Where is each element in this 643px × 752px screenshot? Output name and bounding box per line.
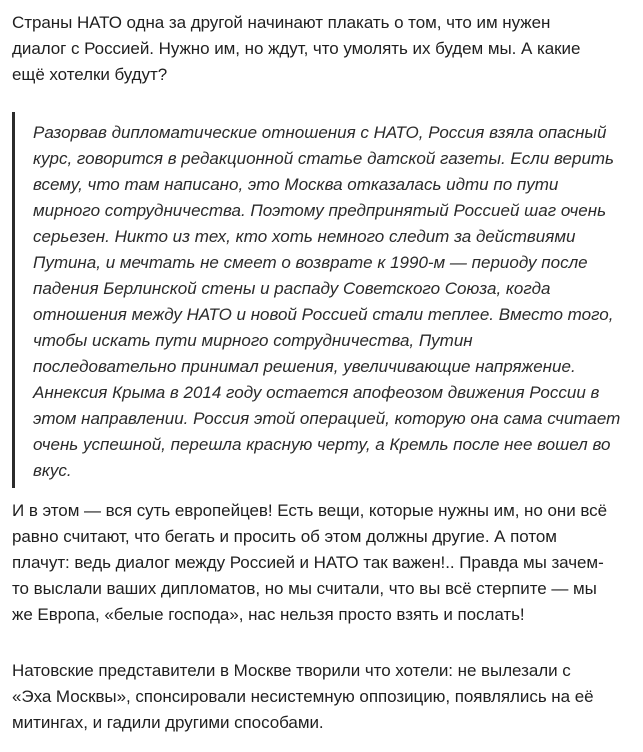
blockquote-bar <box>12 112 15 488</box>
paragraph-closing: Натовские представители в Москве творили что хотели: не вылезали с «Эха Москвы», спонсировали несистемную оппозицию, появлялись на её митингах, и гадили другими способами. <box>12 661 594 732</box>
paragraph-intro: Страны НАТО одна за другой начинают плакать о том, что им нужен диалог с Россией. Нужно им, но ждут, что умолять их будем мы. А какие ещё хотелки будут? <box>12 13 581 84</box>
paragraph-commentary: И в этом — вся суть европейцев! Есть вещи, которые нужны им, но они всё равно считают, что бегать и просить об этом должны другие. А потом плачут: ведь диалог между Россией и НАТО так важен!.. Правда мы зачем- то выслали ваших дипломатов, но мы считали, что вы всё стерпите — мы же Европа, «белые господа», нас нельзя просто взять и послать! <box>12 501 607 624</box>
blockquote <box>12 104 621 488</box>
blockquote-text: Разорвав дипломатические отношения с НАТО, Россия взяла опасный курс, говорится в редакционной статье датской газеты. Если верить всему, что там написано, это Москва отказалась идти по пути мирного сотрудничества. Поэтому предпринятый Россией шаг очень серьезен. Никто из тех, кто хоть немного следит за действиями Путина, и мечтать не смеет о возврате к 1990-м — периоду после падения Берлинской стены и распаду Советского Союза, когда отношения между НАТО и новой Россией стали теплее. Вместо того, чтобы искать пути мирного сотрудничества, Путин последовательно принимал решения, увеличивающие напряжение. Аннексия Крыма в 2014 году остается апофеозом движения России в этом направлении. Россия этой операцией, которую она сама считает очень успешной, перешла красную черту, а Кремль после нее вошел во вкус. <box>33 123 621 480</box>
